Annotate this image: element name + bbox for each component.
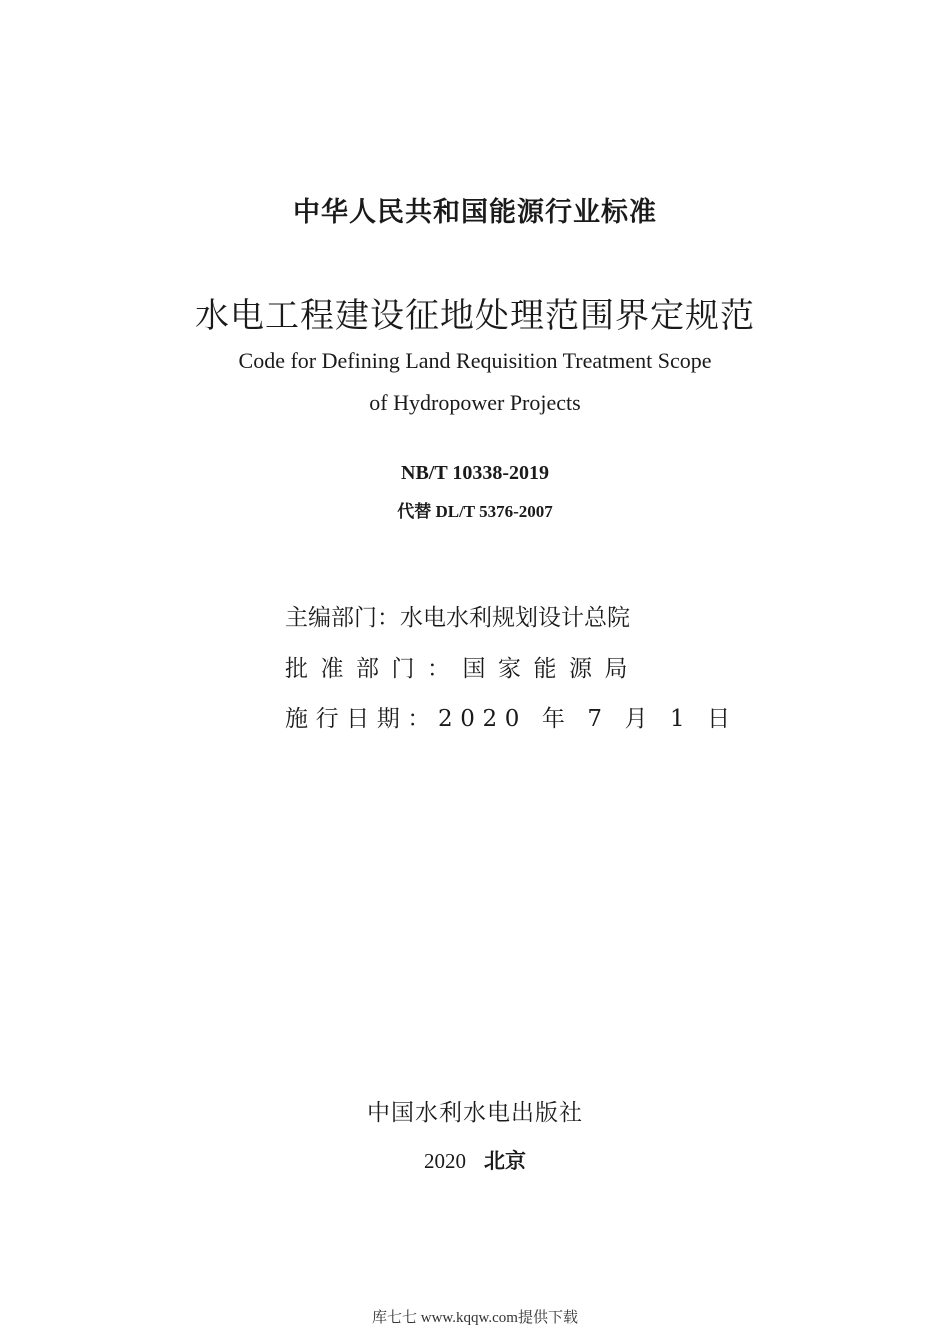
standard-code: NB/T 10338-2019 — [401, 462, 549, 484]
effective-date: 施行日期：2020 年 7 月 1 日 — [285, 706, 738, 732]
standard-category: 中华人民共和国能源行业标准 — [293, 197, 657, 228]
approval-department: 批准部门：国家能源局 — [285, 656, 640, 682]
publication-year-city — [0, 1145, 950, 1175]
document-title-chinese: 水电工程建设征地处理范围界定规范 — [195, 296, 755, 336]
document-title-english-line1: Code for Defining Land Requisition Treatment Scope — [238, 348, 712, 373]
publication-year: 2020 — [424, 1149, 466, 1173]
publisher: 中国水利水电出版社 — [367, 1100, 583, 1126]
editor-department: 主编部门：水电水利规划设计总院 — [285, 605, 630, 631]
replaced-standard: 代替 DL/T 5376-2007 — [397, 502, 553, 521]
document-title-english-line2: of Hydropower Projects — [369, 390, 581, 415]
publication-city: 北京 — [484, 1149, 526, 1173]
download-watermark: 库七七 www.kqqw.com提供下载 — [372, 1310, 578, 1326]
